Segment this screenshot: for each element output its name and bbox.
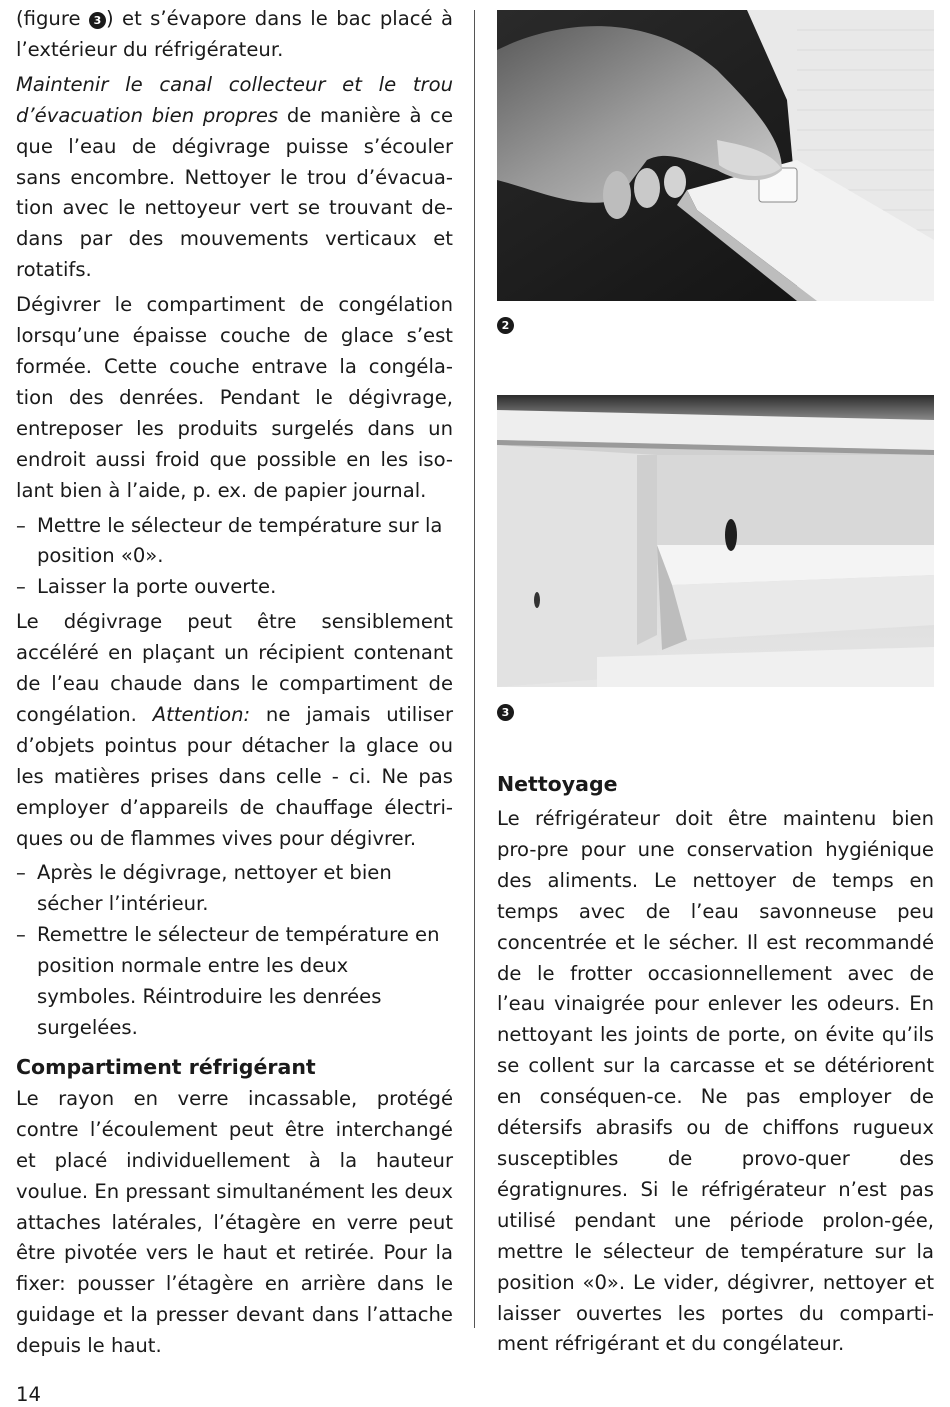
dash-marker: –: [16, 575, 26, 599]
dash-marker: –: [16, 513, 26, 537]
dash-marker: –: [16, 923, 26, 947]
paragraph-defrosting: Dégivrer le compartiment de congélation lorsqu’une épaisse couche de glace s’est formée. Cette couche entrave la congéla-tion des denrées. Pendant le dégivrage, entreposer les produits surgelés dans un endroit aussi froid que possible en les iso-lant bien à l’aide, p. ex. de papier journal.: [16, 293, 453, 502]
list-item-text: Remettre le sélecteur de température en position normale entre les deux symboles. Réintroduire les denrées surgelées.: [37, 923, 440, 1039]
list-item-text: Laisser la porte ouverte.: [37, 575, 277, 599]
paragraph-accelerate-defrost: [16, 607, 453, 854]
list-item-text: Après le dégivrage, nettoyer et bien sécher l’intérieur.: [37, 861, 392, 916]
figure-number-badge: 2: [497, 317, 514, 334]
emphasis-text: Attention:: [152, 702, 251, 726]
list-item-text: Mettre le sélecteur de température sur la position «0».: [37, 513, 443, 568]
paragraph-evaporation: [16, 4, 453, 66]
list-item: [16, 858, 453, 920]
text-span: de manière à ce que l’eau de dégivrage puisse s’écouler sans encombre. Nettoyer le trou d’évacua-tion avec le nettoyeur vert se trouvant de-dans par des mouvements verticaux et rotatifs.: [16, 103, 453, 282]
section-heading-refrigerator: Compartiment réfrigérant: [16, 1054, 316, 1079]
paragraph-glass-shelf: Le rayon en verre incassable, protégé contre l’écoulement peut être interchangé et placé individuellement à la hauteur voulue. En pressant simultanément les deux attaches latérales, l’étagère en verre peut être pivotée vers le haut et retirée. Pour la fixer: pousser l’étagère en arrière dans le guidage et la presser devant dans l’attache depuis le haut.: [16, 1086, 453, 1358]
list-item: [16, 511, 453, 573]
figure-label-3: [497, 702, 514, 721]
page-number: 14: [16, 1383, 41, 1406]
column-divider: [474, 10, 475, 1328]
list-item: [16, 572, 453, 603]
section-heading-cleaning: Nettoyage: [497, 772, 618, 796]
text-span: ) et s’évapore dans le bac placé à l’extérieur du réfrigérateur.: [16, 7, 454, 61]
dash-marker: –: [16, 861, 26, 885]
text-span: (figure: [16, 7, 89, 30]
list-item: [16, 920, 453, 1044]
figure-label-2: [497, 315, 514, 334]
paragraph-cleaning: Le réfrigérateur doit être maintenu bien pro-pre pour une conservation hygiénique des aliments. Le nettoyer de temps en temps avec de l’eau savonneuse peu concentrée et le sécher. Il est recommandé de le frotter occasionnellement avec de l’eau vinaigrée pour enlever les odeurs. En nettoyant les joints de porte, on évite qu’ils se collent sur la carcasse et se détériorent en conséquen-ce. Ne pas employer de détersifs abrasifs ou de chiffons rugueux susceptibles de provo-quer des égratignures. Si le réfrigérateur n’est pas utilisé pendant une période prolon-gée, mettre le sélecteur de température sur la position «0». Le vider, dégivrer, nettoyer et laisser ouvertes les portes du comparti-ment réfrigérant et du congélateur.: [497, 807, 934, 1356]
figure-photo-drain-channel: [497, 395, 934, 687]
text-span: ne jamais utiliser d’objets pointus pour détacher la glace ou les matières prises dans celle - ci. Ne pas employer d’appareils de chauffage électri-ques ou de flammes vives pour dégivrer.: [16, 702, 453, 850]
emphasis-text: Maintenir le canal collecteur et le trou d’évacuation bien propres: [16, 72, 453, 127]
figure-number-badge: 3: [497, 704, 514, 721]
figure-ref-badge: 3: [89, 12, 106, 29]
paragraph-drain-cleaning: [16, 70, 453, 286]
left-column: [16, 4, 453, 1366]
right-column: [497, 769, 934, 1364]
figure-photo-shelf-removal: [497, 10, 934, 301]
text-span: Le dégivrage peut être sensiblement accéléré en plaçant un récipient contenant de l’eau chaude dans le compartiment de congélation.: [16, 610, 453, 726]
